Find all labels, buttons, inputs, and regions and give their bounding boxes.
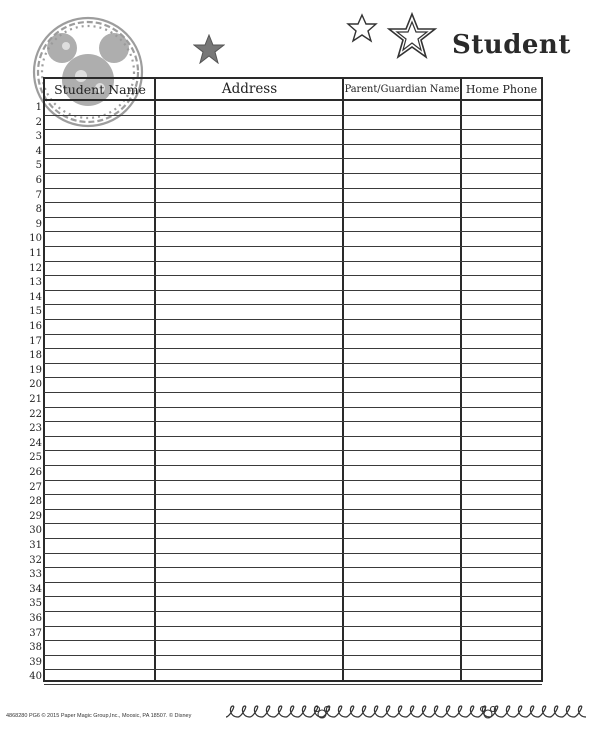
- row-number: 22: [29, 408, 42, 420]
- table-row: [44, 348, 542, 349]
- row-number: 7: [35, 189, 42, 201]
- row-number: 5: [35, 160, 42, 172]
- table-row: [44, 626, 542, 627]
- column-divider: [460, 78, 462, 681]
- table-row: [44, 202, 542, 203]
- column-divider: [342, 78, 344, 681]
- table-row: [44, 275, 542, 276]
- table-row: [44, 538, 542, 539]
- row-number: 31: [29, 540, 42, 551]
- row-number: 4: [35, 145, 42, 157]
- row-number: 40: [29, 671, 42, 683]
- row-number: 14: [29, 291, 42, 303]
- table-row: [44, 290, 542, 291]
- column-header-parent-guardian-name: Parent/Guardian Name: [344, 83, 460, 95]
- row-number: 24: [29, 437, 42, 449]
- table-row: [44, 377, 542, 378]
- row-number: 16: [29, 321, 42, 332]
- table-row: [44, 115, 542, 116]
- row-number: 33: [29, 569, 42, 581]
- table-row: [44, 173, 542, 174]
- row-number: 37: [29, 627, 42, 639]
- table-row: [44, 246, 542, 247]
- table-row: [44, 304, 542, 305]
- table-row: [44, 684, 542, 685]
- roster-table: [43, 77, 543, 682]
- row-number: 39: [29, 656, 42, 668]
- table-row: [44, 450, 542, 451]
- table-row: [44, 480, 542, 481]
- row-number: 29: [29, 510, 42, 522]
- row-number: 28: [29, 496, 42, 508]
- page-title: Student: [452, 30, 571, 60]
- table-row: [44, 363, 542, 364]
- double-outline-star-icon: [386, 12, 438, 60]
- table-row: [44, 465, 542, 466]
- filled-star-icon: [193, 34, 225, 64]
- row-number: 38: [29, 642, 42, 654]
- row-number: 6: [35, 175, 42, 186]
- table-row: [44, 582, 542, 583]
- row-number: 3: [35, 131, 42, 143]
- row-number: 32: [29, 554, 42, 566]
- column-header-home-phone: Home Phone: [465, 82, 538, 96]
- table-row: [44, 669, 542, 670]
- table-row: [44, 567, 542, 568]
- copyright-text: 4868280 PG6 © 2015 Paper Magic Group,Inc., Moosic, PA 18507. © Disney: [6, 713, 192, 719]
- table-row: [44, 129, 542, 130]
- loop-border-decoration-icon: [226, 703, 596, 725]
- row-number: 20: [29, 379, 42, 391]
- row-number: 2: [35, 116, 42, 128]
- row-number: 8: [35, 204, 42, 216]
- table-row: [44, 217, 542, 218]
- table-row: [44, 407, 542, 408]
- table-row: [44, 188, 542, 189]
- table-row: [44, 144, 542, 145]
- table-row: [44, 319, 542, 320]
- table-row: [44, 158, 542, 159]
- row-number: 36: [29, 613, 42, 624]
- header-rule: [44, 99, 542, 101]
- table-row: [44, 261, 542, 262]
- row-number: 19: [29, 364, 42, 376]
- row-number: 27: [29, 481, 42, 493]
- table-row: [44, 494, 542, 495]
- row-number: 34: [29, 583, 42, 595]
- table-row: [44, 611, 542, 612]
- table-row: [44, 392, 542, 393]
- table-row: [44, 640, 542, 641]
- table-row: [44, 334, 542, 335]
- row-number: 18: [29, 350, 42, 362]
- table-row: [44, 553, 542, 554]
- table-row: [44, 436, 542, 437]
- table-row: [44, 421, 542, 422]
- table-row: [44, 655, 542, 656]
- table-row: [44, 509, 542, 510]
- row-number: 13: [29, 277, 42, 289]
- row-number: 1: [35, 102, 42, 113]
- row-number: 15: [29, 306, 42, 318]
- row-number: 12: [29, 262, 42, 274]
- table-row: [44, 231, 542, 232]
- row-number: 25: [29, 452, 42, 464]
- column-divider: [154, 78, 156, 681]
- column-header-student-name: Student Name: [54, 81, 146, 97]
- row-number: 17: [29, 335, 42, 347]
- row-number: 30: [29, 525, 42, 537]
- row-number: 23: [29, 423, 42, 435]
- row-number: 21: [29, 394, 42, 405]
- table-row: [44, 596, 542, 597]
- row-number: 9: [35, 218, 42, 230]
- row-number: 11: [29, 248, 42, 259]
- column-header-address: Address: [221, 81, 278, 97]
- row-number: 10: [29, 233, 42, 245]
- row-number: 26: [29, 467, 42, 478]
- outline-star-icon: [346, 13, 378, 43]
- row-number: 35: [29, 598, 42, 610]
- table-row: [44, 523, 542, 524]
